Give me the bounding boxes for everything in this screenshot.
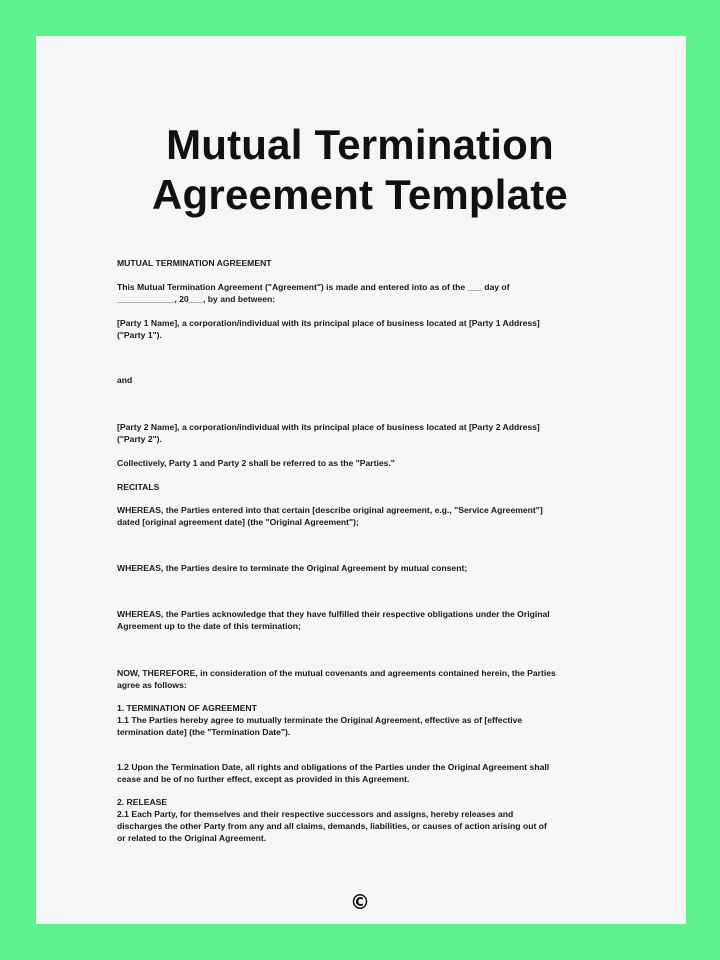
section1-2-line-1: 1.2 Upon the Termination Date, all rights and obligations of the Parties under the Original Agreement shall — [117, 762, 550, 772]
section2-1-line-2: discharges the other Party from any and all claims, demands, liabilities, or causes of action arising out of — [117, 821, 547, 831]
whereas1-line-1: WHEREAS, the Parties entered into that certain [describe original agreement, e.g., "Service Agreement"] — [117, 505, 543, 515]
section1-2-line-2: cease and be of no further effect, except as provided in this Agreement. — [117, 774, 410, 784]
section1-heading: 1. TERMINATION OF AGREEMENT — [117, 703, 257, 713]
title-line-1: Mutual Termination — [166, 121, 554, 168]
title-line-2: Agreement Template — [152, 171, 568, 218]
section2-heading: 2. RELEASE — [117, 797, 168, 807]
intro-line-1: This Mutual Termination Agreement ("Agreement") is made and entered into as of the ___ day of — [117, 282, 510, 292]
now-therefore-line-2: agree as follows: — [117, 680, 187, 690]
whereas3-line-1: WHEREAS, the Parties acknowledge that they have fulfilled their respective obligations under the Original — [117, 609, 550, 619]
intro-line-2: ____________, 20___, by and between: — [117, 294, 276, 304]
copyright-icon: © — [350, 890, 370, 914]
section2-1-line-1: 2.1 Each Party, for themselves and their respective successors and assigns, hereby releases and — [117, 809, 514, 819]
section2-1-line-3: or related to the Original Agreement. — [117, 833, 267, 843]
now-therefore-line-1: NOW, THEREFORE, in consideration of the mutual covenants and agreements contained herein, the Parties — [117, 668, 556, 678]
party1-line-2: ("Party 1"). — [117, 330, 162, 340]
whereas3-line-2: Agreement up to the date of this termination; — [117, 621, 301, 631]
whereas1-line-2: dated [original agreement date] (the "Original Agreement"); — [117, 517, 359, 527]
collectively-text: Collectively, Party 1 and Party 2 shall be referred to as the "Parties." — [117, 458, 395, 468]
document-title — [0, 120, 720, 220]
recitals-heading: RECITALS — [117, 482, 160, 492]
section1-1-line-2: termination date] (the "Termination Date"). — [117, 727, 291, 737]
party1-line-1: [Party 1 Name], a corporation/individual with its principal place of business located at [Party 1 Address] — [117, 318, 540, 328]
party2-line-1: [Party 2 Name], a corporation/individual with its principal place of business located at [Party 2 Address] — [117, 422, 540, 432]
agreement-heading: MUTUAL TERMINATION AGREEMENT — [117, 258, 272, 268]
section1-1-line-1: 1.1 The Parties hereby agree to mutually terminate the Original Agreement, effective as of [effective — [117, 715, 523, 725]
party2-line-2: ("Party 2"). — [117, 434, 162, 444]
and-text: and — [117, 375, 133, 385]
whereas2-line: WHEREAS, the Parties desire to terminate the Original Agreement by mutual consent; — [117, 563, 468, 573]
